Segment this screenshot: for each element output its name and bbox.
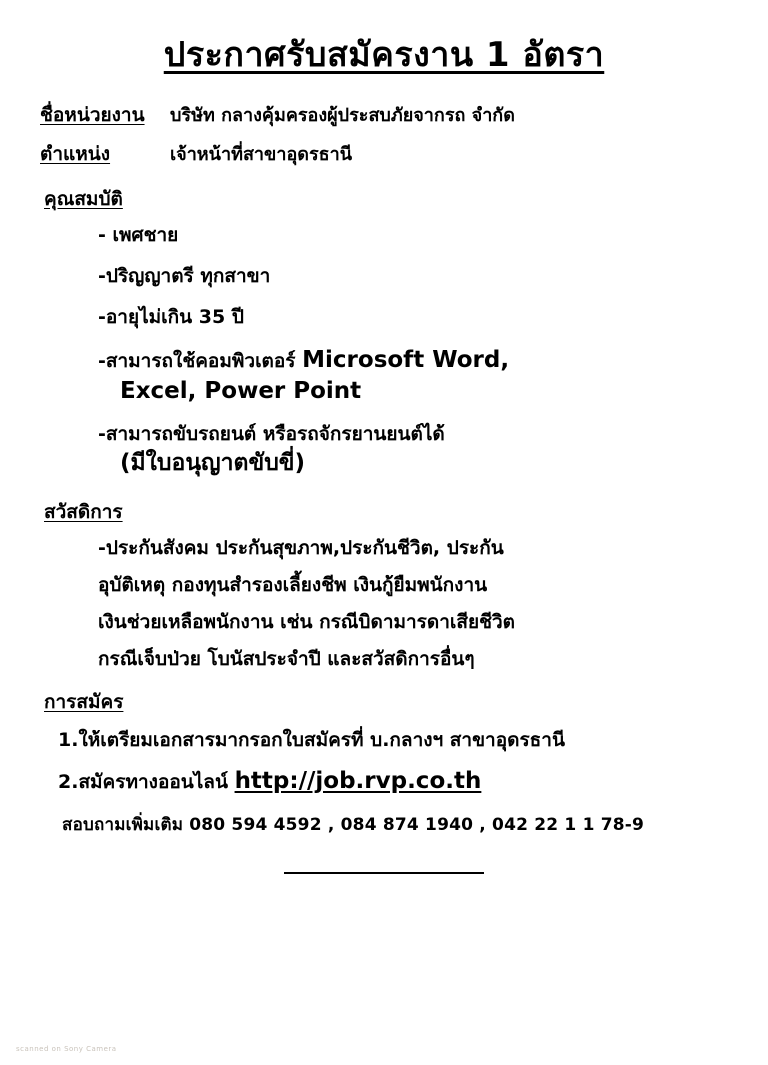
list-item: กรณีเจ็บป่วย โบนัสประจำปี และสวัสดิการอื่นๆ [98,647,475,670]
list-item: -ประกันสังคม ประกันสุขภาพ,ประกันชีวิต, ประกัน [98,536,504,559]
list-item: อุบัติเหตุ กองทุนสำรองเลี้ยงชีพ เงินกู้ยืมพนักงาน [98,573,488,596]
contact-line: สอบถามเพิ่มเติม 080 594 4592 , 084 874 1940 , 042 22 1 1 78-9 [62,815,645,836]
field-position-label: ตำแหน่ง [40,143,111,166]
list-item: เงินช่วยเหลือพนักงาน เช่น กรณีบิดามารดาเสียชีวิต [98,610,516,633]
list-item [98,305,728,328]
list-item [98,422,728,476]
qualification-emphasis: Microsoft Word, [302,346,510,373]
field-organization-label: ชื่อหน่วยงาน [40,103,145,126]
application-step-text: 2.สมัครทางออนไลน์ [58,770,235,793]
application-heading: การสมัคร [44,690,124,713]
watermark-text: scanned on Sony Camera [16,1045,117,1053]
field-organization [40,103,728,129]
qualification-text: -สามารถขับรถยนต์ หรือรถจักรยานยนต์ได้ [98,422,445,445]
qualification-text: - เพศชาย [98,223,179,246]
field-organization-value: บริษัท กลางคุ้มครองผู้ประสบภัยจากรถ จำกัด [170,104,515,126]
list-item [58,729,728,752]
page-title: ประกาศรับสมัครงาน 1 อัตรา [163,35,605,75]
qualification-continuation: Excel, Power Point [120,377,362,404]
field-position [40,142,728,168]
welfare-list [98,536,728,670]
field-position-value: เจ้าหน้าที่สาขาอุดรธานี [170,144,353,166]
application-steps [58,729,728,795]
qualification-text: -ปริญญาตรี ทุกสาขา [98,264,271,287]
application-step-text: 1.ให้เตรียมเอกสารมากรอกใบสมัครที่ บ.กลางฯ สาขาอุดรธานี [58,728,565,751]
list-item [98,264,728,287]
list-item [58,768,728,796]
qualifications-heading: คุณสมบัติ [44,187,123,210]
qualification-text: -สามารถใช้คอมพิวเตอร์ [98,349,303,372]
list-item [98,346,728,404]
list-item [98,223,728,246]
qualification-continuation: (มีใบอนุญาตขับขี่) [120,449,306,476]
application-url-link[interactable]: http://job.rvp.co.th [234,767,482,794]
welfare-heading: สวัสดิการ [44,500,123,523]
qualifications-list [98,223,728,476]
qualification-text: -อายุไม่เกิน 35 ปี [98,305,244,328]
bottom-divider [284,872,484,874]
